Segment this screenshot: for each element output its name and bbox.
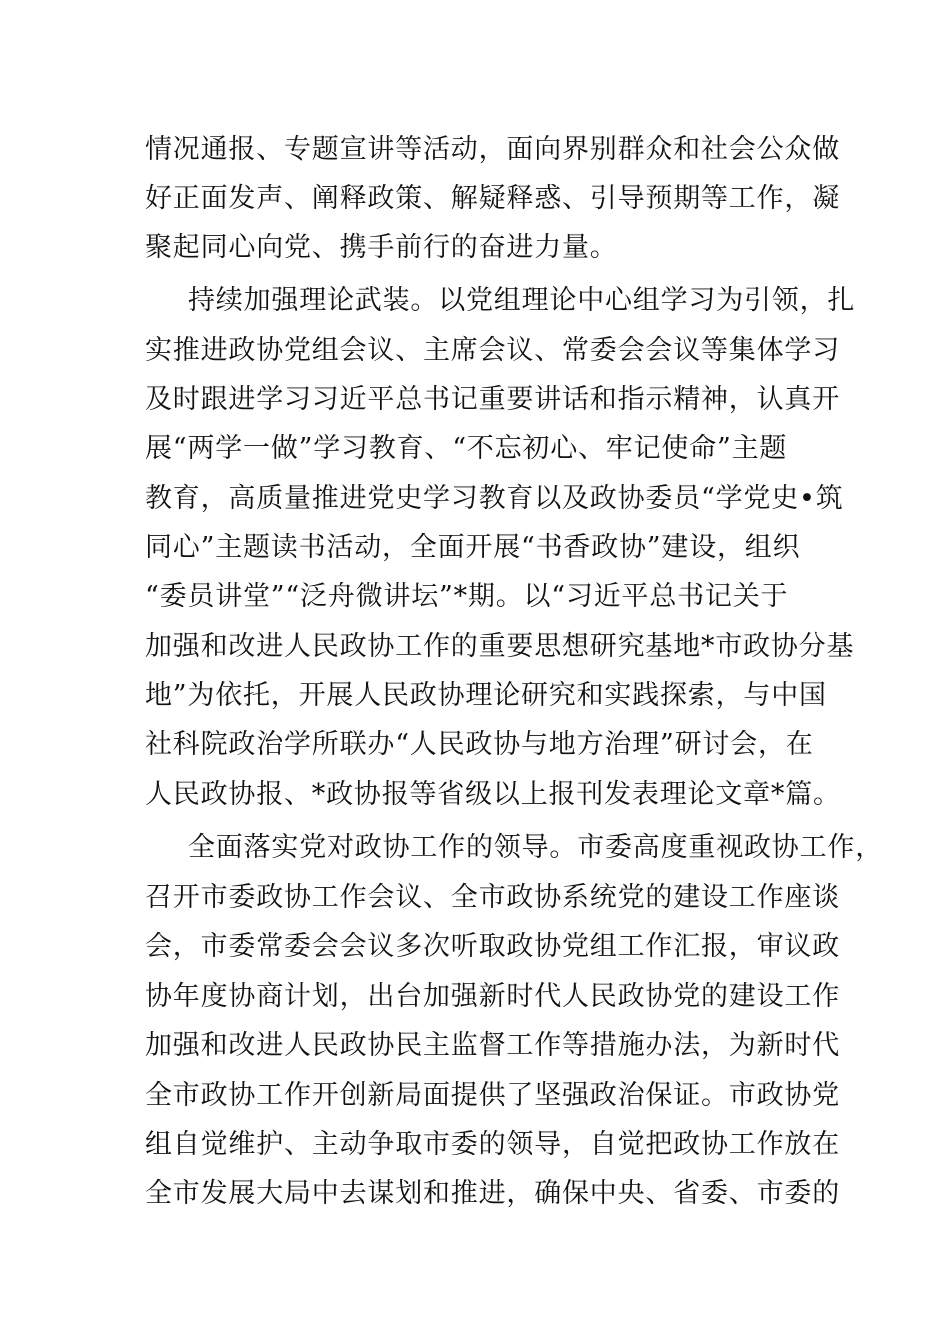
text-line-6: 及时跟进学习习近平总书记重要讲话和指示精神，认真开 — [145, 384, 840, 415]
text-line-7: 展“两学一做”学习教育、“不忘初心、牢记使命”主题 — [145, 433, 788, 464]
text-line-18: 协年度协商计划，出台加强新时代人民政协党的建设工作 — [145, 981, 840, 1012]
paragraph-theory-first-line: 持续加强理论武装。以党组理论中心组学习为引领，扎 — [188, 285, 856, 316]
text-line-19: 加强和改进人民政协民主监督工作等措施办法，为新时代 — [145, 1030, 840, 1061]
text-line-11: 加强和改进人民政协工作的重要思想研究基地*市政协分基 — [145, 631, 855, 662]
text-line-12: 地”为依托，开展人民政协理论研究和实践探索，与中国 — [145, 680, 827, 711]
text-line-3: 聚起同心向党、携手前行的奋进力量。 — [145, 232, 618, 263]
text-line-5: 实推进政协党组会议、主席会议、常委会会议等集体学习 — [145, 335, 840, 366]
text-line-17: 会，市委常委会会议多次听取政协党组工作汇报，审议政 — [145, 931, 840, 962]
text-line-14: 人民政协报、*政协报等省级以上报刊发表理论文章*篇。 — [145, 779, 841, 810]
text-line-10: “委员讲堂”“泛舟微讲坛”*期。以“习近平总书记关于 — [145, 581, 789, 612]
text-line-2: 好正面发声、阐释政策、解疑释惑、引导预期等工作，凝 — [145, 183, 840, 214]
text-line-1: 情况通报、专题宣讲等活动，面向界别群众和社会公众做 — [145, 134, 840, 165]
text-line-22: 全市发展大局中去谋划和推进，确保中央、省委、市委的 — [145, 1178, 840, 1209]
text-line-21: 组自觉维护、主动争取市委的领导，自觉把政协工作放在 — [145, 1129, 840, 1160]
text-line-16: 召开市委政协工作会议、全市政协系统党的建设工作座谈 — [145, 882, 840, 913]
paragraph-leadership-first-line: 全面落实党对政协工作的领导。市委高度重视政协工作， — [188, 832, 883, 863]
text-line-8: 教育，高质量推进党史学习教育以及政协委员“学党史•筑 — [145, 483, 844, 514]
text-line-9: 同心”主题读书活动，全面开展“书香政协”建设，组织 — [145, 532, 801, 563]
text-line-20: 全市政协工作开创新局面提供了坚强政治保证。市政协党 — [145, 1080, 840, 1111]
text-line-13: 社科院政治学所联办“人民政协与地方治理”研讨会，在 — [145, 729, 814, 760]
